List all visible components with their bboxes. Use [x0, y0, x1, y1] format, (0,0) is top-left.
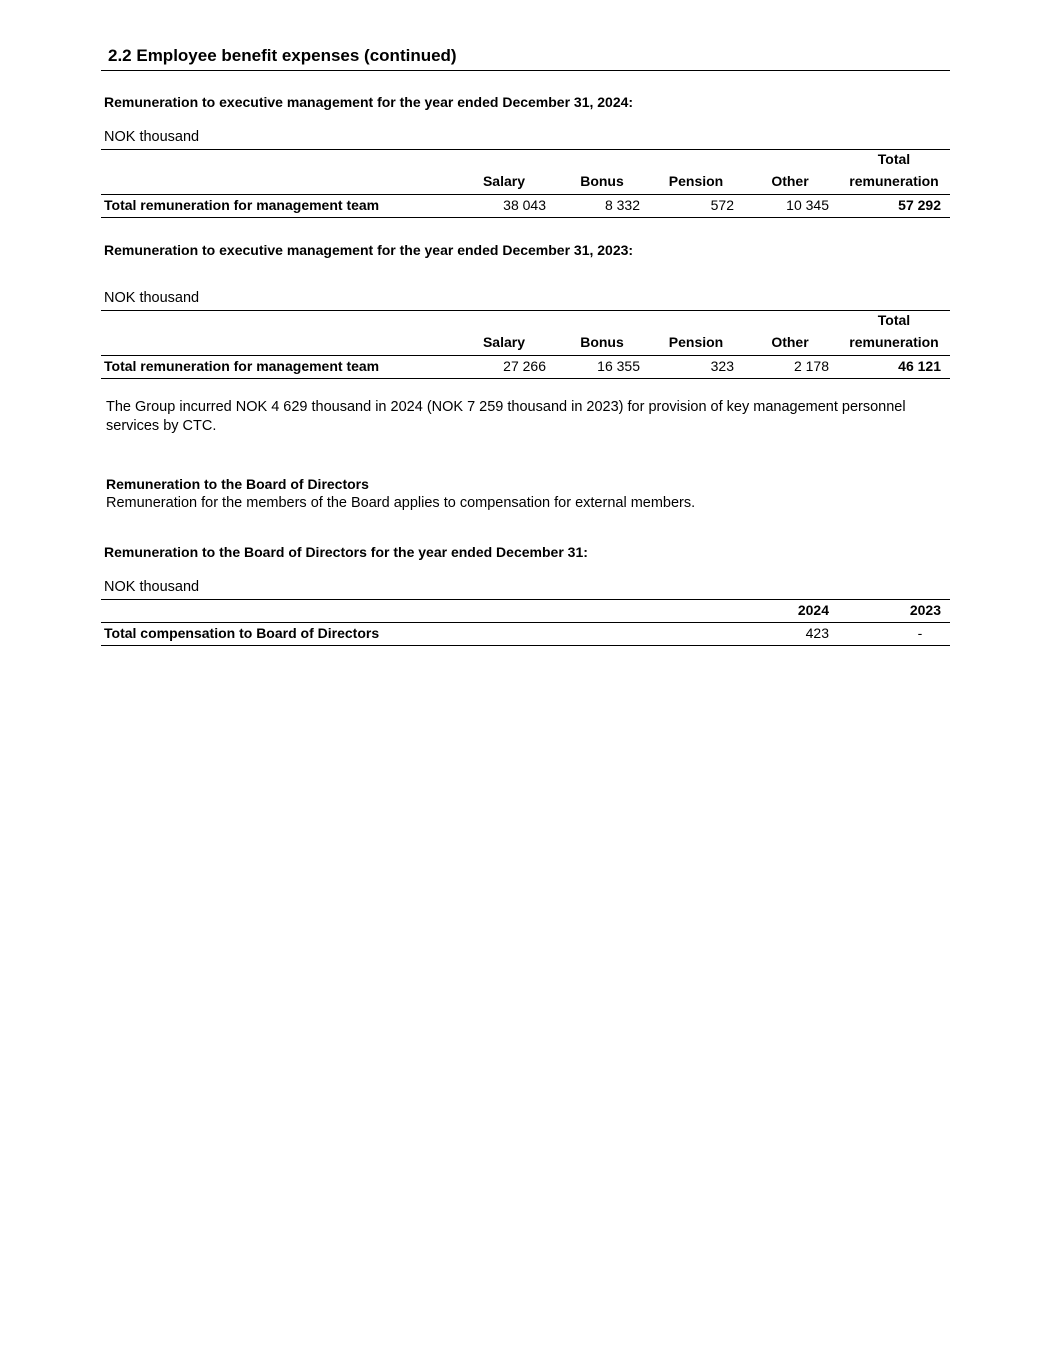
exec-2024-unit: NOK thousand	[104, 129, 200, 145]
exec-2023-col-other: Other	[771, 334, 809, 350]
title-underline	[101, 70, 950, 71]
board-2023-value: -	[917, 625, 923, 641]
exec-2024-col-other: Other	[771, 173, 809, 189]
board-heading: Remuneration to the Board of Directors	[106, 476, 369, 492]
exec-2024-bonus-value: 8 332	[604, 197, 640, 213]
exec-2023-col-total-line1: Total	[877, 312, 911, 328]
exec-2024-salary-value: 38 043	[503, 197, 546, 213]
exec-2023-heading: Remuneration to executive management for the year ended December 31, 2023:	[104, 242, 634, 258]
exec-2023-col-salary: Salary	[482, 334, 526, 350]
exec-2024-heading: Remuneration to executive management for the year ended December 31, 2024:	[104, 94, 634, 110]
exec-2024-col-salary: Salary	[482, 173, 526, 189]
exec-2023-col-total-line2: remuneration	[849, 334, 939, 350]
exec-2024-header-rule	[101, 194, 950, 195]
board-unit: NOK thousand	[104, 579, 200, 595]
ctc-note-paragraph: The Group incurred NOK 4 629 thousand in 2024 (NOK 7 259 thousand in 2023) for provision of key management personnel services by CTC.	[106, 399, 906, 434]
exec-2024-col-pension: Pension	[668, 173, 724, 189]
board-description: Remuneration for the members of the Board applies to compensation for external members.	[106, 495, 696, 511]
exec-2023-bottom-rule	[101, 378, 950, 379]
board-row-label: Total compensation to Board of Directors	[104, 625, 380, 641]
board-table-heading: Remuneration to the Board of Directors for the year ended December 31:	[104, 544, 588, 560]
exec-2023-salary-value: 27 266	[503, 358, 546, 374]
exec-2023-col-bonus: Bonus	[580, 334, 624, 350]
exec-2024-top-rule	[101, 149, 950, 150]
board-header-rule	[101, 622, 950, 623]
exec-2024-col-total-line1: Total	[877, 151, 911, 167]
board-2024-value: 423	[805, 625, 829, 641]
exec-2023-header-rule	[101, 355, 950, 356]
exec-2024-col-total-line2: remuneration	[849, 173, 939, 189]
board-col-2023: 2023	[909, 602, 941, 618]
exec-2024-col-bonus: Bonus	[580, 173, 624, 189]
exec-2024-other-value: 10 345	[786, 197, 829, 213]
exec-2024-row-label: Total remuneration for management team	[104, 197, 380, 213]
exec-2023-pension-value: 323	[710, 358, 734, 374]
exec-2024-pension-value: 572	[710, 197, 734, 213]
exec-2023-unit: NOK thousand	[104, 290, 200, 306]
board-bottom-rule	[101, 645, 950, 646]
exec-2023-row-label: Total remuneration for management team	[104, 358, 380, 374]
board-col-2024: 2024	[797, 602, 829, 618]
exec-2023-total-value: 46 121	[898, 358, 941, 374]
exec-2024-total-value: 57 292	[898, 197, 941, 213]
exec-2023-col-pension: Pension	[668, 334, 724, 350]
section-title: 2.2 Employee benefit expenses (continued)	[108, 46, 457, 65]
board-top-rule	[101, 599, 950, 600]
exec-2023-other-value: 2 178	[793, 358, 829, 374]
exec-2023-bonus-value: 16 355	[597, 358, 640, 374]
exec-2023-top-rule	[101, 310, 950, 311]
exec-2024-bottom-rule	[101, 217, 950, 218]
